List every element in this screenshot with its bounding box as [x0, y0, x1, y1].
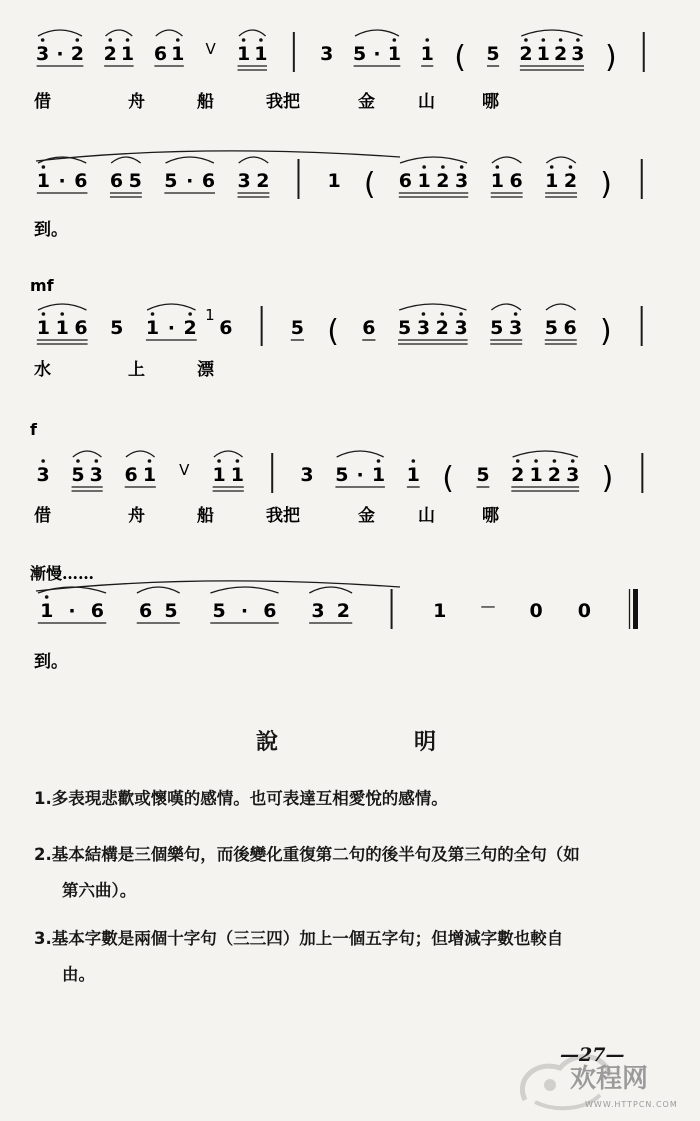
note-group: [237, 30, 268, 70]
note: 6: [124, 464, 138, 486]
phrase-slur: [36, 151, 400, 161]
dot-mark: ·: [373, 43, 381, 65]
note: 1: [171, 43, 185, 65]
lyric: 舟: [128, 92, 145, 112]
octave-dot: [126, 38, 130, 42]
note-group: [491, 157, 523, 197]
note: 1: [490, 170, 504, 192]
note: 5: [476, 464, 490, 486]
dot-mark: ·: [186, 170, 194, 192]
octave-dot: [259, 38, 263, 42]
note: 6: [398, 170, 413, 192]
slur: [239, 157, 269, 163]
bracket: [602, 461, 614, 496]
item-text: 多表現悲歡或懷嘆的感情。也可表達互相愛悅的感情。: [51, 789, 448, 808]
octave-dot: [534, 459, 538, 463]
note: 6: [138, 600, 153, 622]
octave-dot: [550, 165, 554, 169]
note: 3: [36, 464, 50, 486]
lyric: 山: [418, 92, 435, 112]
note: 0: [529, 600, 543, 622]
note-group: [545, 304, 577, 344]
octave-dot: [42, 165, 46, 169]
octave-dot: [76, 38, 80, 42]
note: 1: [327, 170, 341, 192]
octave-dot: [425, 38, 429, 42]
note: 1: [433, 600, 447, 622]
dot-mark: ·: [356, 464, 364, 486]
octave-dot: [412, 459, 416, 463]
note: 3: [320, 43, 334, 65]
item-text: 基本字數是兩個十字句（三三四）加上一個五字句；但增減字數也較自: [51, 929, 564, 948]
octave-dot: [148, 459, 152, 463]
page-number: —27—: [560, 1044, 625, 1066]
lyric: 漂: [197, 360, 214, 380]
octave-dot: [541, 38, 545, 42]
note: 1: [40, 600, 54, 622]
note: 5: [398, 317, 412, 339]
slur: [521, 30, 582, 36]
note: 2: [435, 317, 449, 339]
note: 1: [254, 43, 268, 65]
note-group: [480, 597, 495, 615]
note-group: [545, 157, 577, 197]
note-group: [328, 170, 341, 192]
lyric: 借: [34, 506, 51, 526]
octave-dot: [441, 165, 445, 169]
note-group: [353, 30, 401, 66]
octave-dot: [422, 312, 426, 316]
note: 6: [509, 170, 523, 192]
lyric: 金: [358, 506, 375, 526]
dot-mark: ·: [240, 600, 249, 622]
bracket-glyph: (: [363, 167, 376, 202]
bracket: [442, 461, 454, 496]
note-group: [320, 43, 333, 65]
octave-dot: [176, 38, 180, 42]
note: 3: [300, 464, 314, 486]
octave-dot: [41, 38, 45, 42]
octave-dot: [217, 459, 221, 463]
octave-dot: [514, 312, 518, 316]
bracket: [600, 314, 612, 349]
octave-dot: [516, 459, 520, 463]
octave-dot: [377, 459, 381, 463]
note: 1: [529, 464, 543, 486]
note: 5: [335, 464, 349, 486]
bracket-glyph: ): [601, 461, 614, 496]
octave-dot: [460, 165, 464, 169]
note: 5: [110, 317, 124, 339]
explanation-heading: [256, 725, 436, 756]
expression-mark: mf: [30, 276, 54, 295]
note-group: [237, 157, 269, 197]
slur: [137, 587, 180, 593]
lyric: 山: [418, 506, 435, 526]
score-system: [34, 30, 644, 112]
note: 6: [362, 317, 376, 339]
note-group: [476, 464, 489, 487]
octave-dot: [576, 38, 580, 42]
note: 3: [89, 464, 103, 486]
heading-char-1: 說: [256, 729, 279, 755]
slur: [513, 451, 578, 457]
breath-mark: V: [179, 461, 190, 479]
heading-char-2: 明: [413, 729, 436, 755]
note: 1: [371, 464, 386, 486]
note: 1: [36, 317, 51, 339]
note: 5: [544, 317, 558, 339]
lyric: 舟: [128, 506, 145, 526]
note-group: [398, 304, 468, 344]
note-group: [490, 304, 522, 344]
note-group: [433, 600, 446, 622]
octave-dot: [108, 38, 112, 42]
note: 3: [237, 170, 251, 192]
note: 6: [74, 170, 88, 192]
note: 1: [120, 43, 135, 65]
slur: [239, 30, 266, 36]
note: 3: [311, 600, 325, 622]
note-group: [486, 43, 499, 66]
expression-mark: f: [30, 420, 37, 439]
note: 1: [212, 464, 226, 486]
score-system: [30, 564, 635, 672]
slur: [38, 30, 82, 36]
octave-dot: [242, 38, 246, 42]
note: 2: [553, 43, 568, 65]
lyric: 借: [34, 92, 51, 112]
note-group: [137, 587, 180, 623]
note: 2: [436, 170, 450, 192]
item-continuation: 由。: [62, 965, 95, 984]
item-number: 1.: [34, 789, 52, 808]
note-group: [110, 157, 142, 197]
slur: [126, 451, 155, 457]
note: 5: [164, 170, 178, 192]
note-group: [146, 304, 197, 340]
note: 1: [236, 43, 251, 65]
note: 5: [71, 464, 85, 486]
note: 2: [547, 464, 562, 486]
lyric: 我把: [266, 92, 300, 112]
octave-dot: [496, 165, 500, 169]
note-group: [110, 317, 123, 339]
breath-mark: V: [205, 40, 216, 58]
lyric: 到。: [34, 652, 68, 672]
note: 6: [153, 43, 168, 65]
octave-dot: [95, 459, 99, 463]
octave-dot: [45, 595, 49, 599]
note: 3: [454, 317, 468, 339]
note: 1: [420, 43, 434, 65]
note-group: [124, 451, 156, 487]
bracket-glyph: (: [454, 40, 466, 75]
note: 6: [219, 317, 233, 339]
dot-mark: ·: [56, 43, 64, 65]
grace-note: 1: [205, 306, 215, 324]
note: 6: [563, 317, 577, 339]
expression-mark: 漸慢……: [30, 564, 95, 583]
lyric: 金: [358, 92, 375, 112]
note-group: [71, 451, 103, 491]
note: 1: [142, 464, 157, 486]
note: 1: [55, 317, 69, 339]
lyric: 到。: [34, 220, 68, 240]
note-group: [37, 157, 88, 193]
slur: [546, 157, 576, 163]
note-group: [205, 306, 232, 339]
lyric: 我把: [266, 506, 300, 526]
bracket-glyph: ): [600, 167, 612, 202]
note-group: [36, 30, 84, 66]
note-group: [37, 459, 50, 486]
slur: [399, 304, 466, 310]
barline: [629, 589, 635, 629]
score-system: [30, 276, 642, 380]
note-group: [578, 600, 591, 622]
note: 3: [416, 317, 431, 339]
slur: [73, 451, 102, 457]
bracket: [364, 167, 376, 202]
note: 6: [201, 170, 216, 192]
bracket: [600, 167, 612, 202]
octave-dot: [459, 312, 463, 316]
explanation-item-1: [34, 781, 682, 817]
note: 2: [511, 464, 525, 486]
slur: [210, 587, 278, 593]
note: 2: [256, 170, 270, 192]
dot-mark: ·: [58, 170, 66, 192]
note: 5: [486, 43, 500, 65]
note-group: [206, 40, 217, 58]
octave-dot: [422, 165, 426, 169]
note: 2: [103, 43, 117, 65]
note-group: [210, 587, 278, 623]
note: 5: [212, 600, 226, 622]
note: 5: [353, 43, 367, 65]
note-group: [399, 157, 469, 197]
slur: [156, 30, 183, 36]
lyric: 船: [197, 506, 214, 526]
slur: [400, 157, 467, 163]
slur: [147, 304, 195, 310]
note: 6: [263, 600, 277, 622]
bracket-glyph: (: [327, 314, 339, 349]
slur: [106, 30, 133, 36]
note-group: [179, 461, 190, 479]
explanation-item-2: [34, 837, 682, 909]
note: 1: [545, 170, 559, 192]
note-group: [335, 451, 385, 487]
lyric: 哪: [482, 506, 499, 526]
slur: [309, 587, 352, 593]
octave-dot: [524, 38, 528, 42]
note: 5: [164, 600, 178, 622]
note-group: [407, 459, 420, 487]
note-group: [309, 587, 352, 623]
item-text: 基本結構是三個樂句，而後變化重復第二句的後半句及第三句的全句（如: [51, 845, 580, 864]
dot-mark: ·: [68, 600, 76, 622]
watermark-url: WWW.HTTPCN.COM: [585, 1100, 678, 1109]
octave-dot: [41, 459, 45, 463]
note: 2: [519, 43, 533, 65]
note-group: [511, 451, 579, 491]
slur: [111, 157, 141, 163]
note: 2: [70, 43, 84, 65]
note-group: [212, 451, 244, 491]
slur: [337, 451, 384, 457]
item-continuation: 第六曲）。: [62, 881, 137, 900]
note: 3: [508, 317, 523, 339]
octave-dot: [559, 38, 563, 42]
octave-dot: [236, 459, 240, 463]
note-group: [291, 317, 304, 340]
octave-dot: [553, 459, 557, 463]
octave-dot: [60, 312, 64, 316]
note: 1: [145, 317, 160, 339]
note-group: [530, 600, 543, 622]
bracket-glyph: (: [442, 461, 454, 496]
note: 2: [336, 600, 351, 622]
note: 6: [109, 170, 124, 192]
bracket-glyph: ): [604, 40, 617, 75]
note: 6: [74, 317, 88, 339]
score-system: [30, 420, 642, 526]
note: 5: [128, 170, 142, 192]
dot-mark: ·: [167, 317, 175, 339]
slur: [491, 304, 521, 310]
lyric: 船: [197, 92, 214, 112]
lyric: 上: [128, 360, 145, 380]
octave-dot: [151, 312, 155, 316]
slur: [38, 304, 86, 310]
note: 3: [36, 43, 50, 65]
note: 3: [455, 170, 469, 192]
note: 5: [290, 317, 304, 339]
note: 6: [90, 600, 105, 622]
note: 2: [563, 170, 578, 192]
lyric: 水: [34, 360, 51, 380]
bracket: [327, 314, 339, 349]
item-number: 2.: [34, 845, 52, 864]
note: 2: [183, 317, 197, 339]
note-group: [519, 30, 584, 70]
note-group: [164, 157, 215, 193]
note: 1: [230, 464, 245, 486]
slur: [355, 30, 399, 36]
note: 1: [417, 170, 431, 192]
watermark-text: 欢程网: [570, 1064, 649, 1094]
octave-dot: [440, 312, 444, 316]
slur: [546, 304, 576, 310]
slur: [492, 157, 522, 163]
octave-dot: [569, 165, 573, 169]
note: 5: [490, 317, 504, 339]
bracket: [454, 40, 466, 75]
score-system: [34, 151, 642, 240]
note: 1: [387, 43, 401, 65]
note: 1: [536, 43, 550, 65]
slur: [214, 451, 243, 457]
note-group: [300, 464, 313, 486]
note-group: [421, 38, 434, 66]
note: 1: [36, 170, 50, 192]
note-group: [38, 587, 106, 623]
note: 3: [566, 464, 580, 486]
bracket-glyph: ): [600, 314, 612, 349]
slur: [166, 157, 214, 163]
octave-dot: [188, 312, 192, 316]
octave-dot: [571, 459, 575, 463]
octave-dot: [42, 312, 46, 316]
note: 1: [406, 464, 420, 486]
lyric: 哪: [482, 92, 499, 112]
dash-mark: —: [480, 597, 496, 615]
explanation-item-3: [34, 921, 682, 993]
note: 0: [577, 600, 591, 622]
octave-dot: [393, 38, 397, 42]
bracket: [605, 40, 617, 75]
item-number: 3.: [34, 929, 52, 948]
note-group: [154, 30, 185, 66]
octave-dot: [76, 459, 80, 463]
note-group: [362, 317, 375, 340]
note: 3: [571, 43, 585, 65]
note-group: [104, 30, 135, 66]
note-group: [37, 304, 88, 344]
